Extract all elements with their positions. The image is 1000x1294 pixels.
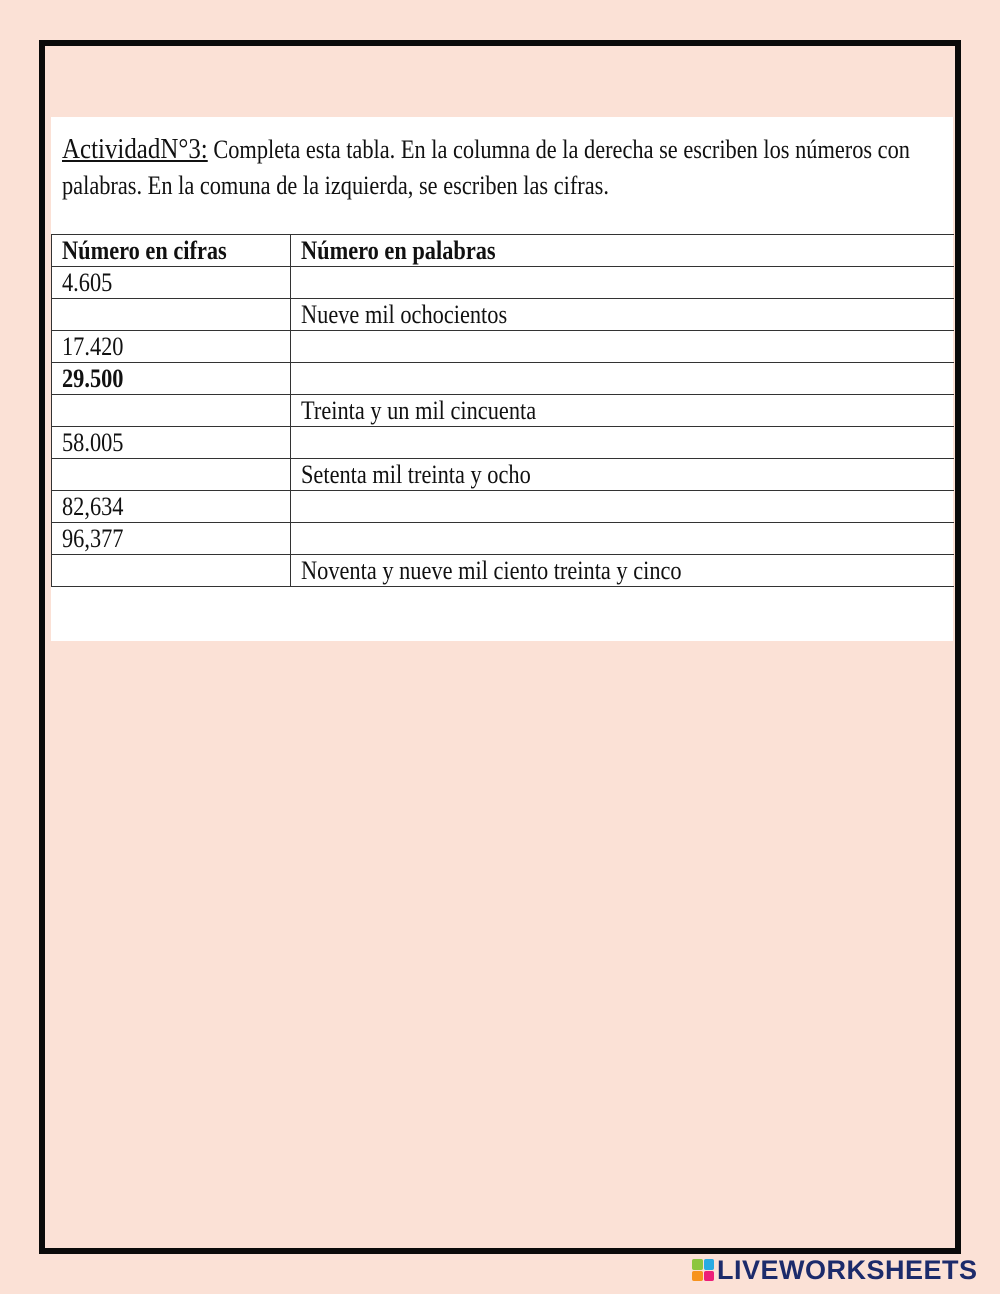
numbers-table bbox=[51, 234, 954, 587]
header-cifras: Número en cifras bbox=[52, 235, 291, 267]
cell-palabras: Treinta y un mil cincuenta bbox=[291, 395, 954, 427]
table-row bbox=[52, 299, 954, 331]
cell-palabras[interactable] bbox=[291, 331, 954, 363]
activity-instructions bbox=[62, 131, 948, 204]
cell-cifras[interactable] bbox=[52, 555, 291, 587]
cell-palabras: Setenta mil treinta y ocho bbox=[291, 459, 954, 491]
table-row bbox=[52, 555, 954, 587]
cell-palabras[interactable] bbox=[291, 267, 954, 299]
cell-palabras[interactable] bbox=[291, 491, 954, 523]
table-header-row bbox=[52, 235, 954, 267]
cell-cifras: 82,634 bbox=[52, 491, 291, 523]
cell-cifras: 58.005 bbox=[52, 427, 291, 459]
activity-title: ActividadN°3: bbox=[62, 133, 208, 165]
liveworksheets-brand bbox=[692, 1257, 978, 1283]
cell-palabras[interactable] bbox=[291, 363, 954, 395]
cell-palabras[interactable] bbox=[291, 427, 954, 459]
table-row bbox=[52, 331, 954, 363]
table-row bbox=[52, 427, 954, 459]
cell-cifras[interactable]: 4.605 bbox=[52, 267, 291, 299]
table-row bbox=[52, 267, 954, 299]
worksheet-content bbox=[51, 117, 953, 641]
cell-palabras[interactable] bbox=[291, 523, 954, 555]
table-row bbox=[52, 491, 954, 523]
logo-square-orange bbox=[692, 1271, 703, 1282]
table-row bbox=[52, 523, 954, 555]
cell-cifras[interactable] bbox=[52, 395, 291, 427]
logo-square-blue bbox=[704, 1259, 715, 1270]
table-row bbox=[52, 363, 954, 395]
cell-palabras: Nueve mil ochocientos bbox=[291, 299, 954, 331]
cell-cifras: 96,377 bbox=[52, 523, 291, 555]
brand-name: LIVEWORKSHEETS bbox=[717, 1255, 978, 1285]
header-palabras: Número en palabras bbox=[291, 235, 954, 267]
cell-cifras[interactable] bbox=[52, 459, 291, 491]
liveworksheets-logo-icon bbox=[692, 1259, 714, 1281]
logo-square-green bbox=[692, 1259, 703, 1270]
cell-palabras: Noventa y nueve mil ciento treinta y cinco bbox=[291, 555, 954, 587]
cell-cifras: 29.500 bbox=[52, 363, 291, 395]
cell-cifras: 17.420 bbox=[52, 331, 291, 363]
logo-square-pink bbox=[704, 1271, 715, 1282]
table-row bbox=[52, 395, 954, 427]
table-row bbox=[52, 459, 954, 491]
cell-cifras[interactable] bbox=[52, 299, 291, 331]
activity-instruction-text: Completa esta tabla. En la columna de la derecha se escriben los números con palabras. En la comuna de la izquierda, se escriben las cifras. bbox=[62, 135, 910, 200]
